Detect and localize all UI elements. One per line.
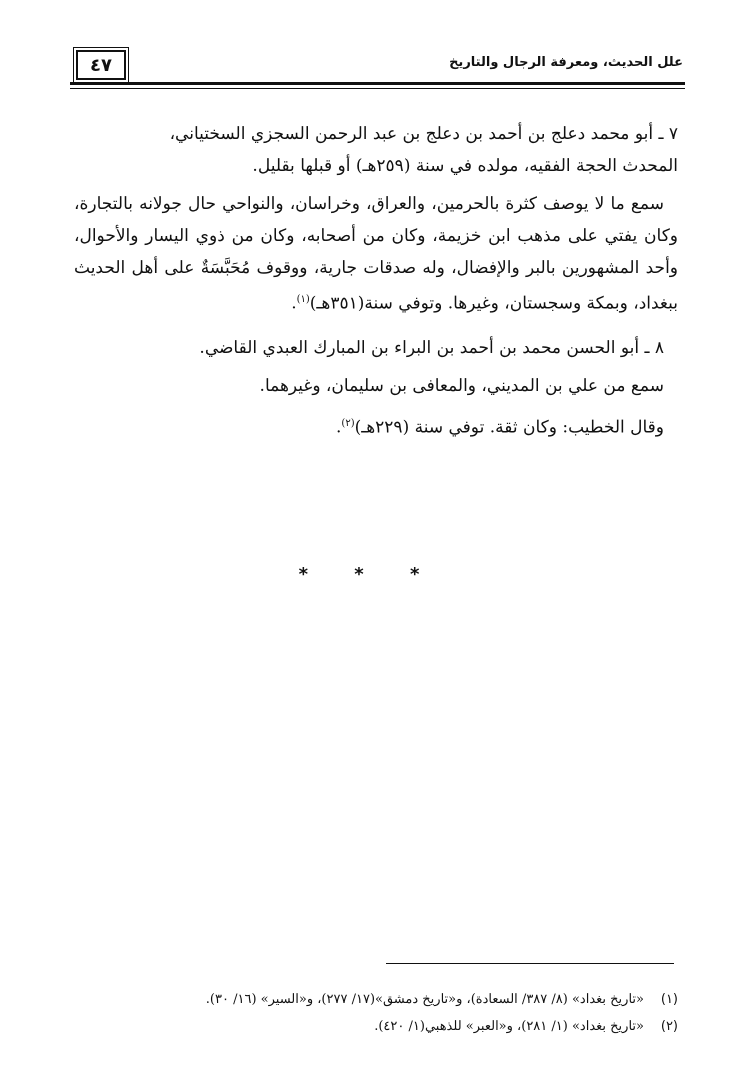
entry-7: [74, 118, 678, 182]
entry-8: [74, 332, 678, 364]
footnote-ref-1[interactable]: (١): [296, 294, 310, 305]
entry-8-khatib-end: .: [336, 417, 342, 438]
page-header: [70, 50, 685, 82]
footnote-2-text: «تاريخ بغداد» (١/ ٢٨١)، و«العبر» للذهبي(١/ ٤٢٠).: [374, 1019, 644, 1034]
header-rule-thin: [70, 88, 685, 89]
entry-7-details-end: .: [291, 293, 297, 314]
body-text: [74, 118, 678, 455]
footnote-1-number: (١): [660, 992, 678, 1007]
section-separator: * * *: [298, 564, 440, 585]
footnote-2-number: (٢): [660, 1019, 678, 1034]
footnote-ref-2[interactable]: (٢): [341, 417, 355, 429]
footnote-rule: [386, 963, 674, 964]
footnote-1: [150, 986, 678, 1013]
header-rule-thick: [70, 82, 685, 85]
entry-7-line-2: المحدث الحجة الفقيه، مولده في سنة (٢٥٩هـ) أو قبلها بقليل.: [252, 156, 678, 176]
entry-8-khatib: [74, 408, 678, 444]
entry-8-khatib-text: وقال الخطيب: وكان ثقة. توفي سنة (٢٢٩هـ): [354, 417, 664, 438]
entry-7-details: [74, 188, 678, 320]
footnote-2: [150, 1013, 678, 1040]
entry-7-line-1: ٧ ـ أبو محمد دعلج بن أحمد بن دعلج بن عبد الرحمن السجزي السختياني،: [169, 124, 678, 144]
entry-7-details-text: سمع ما لا يوصف كثرة بالحرمين، والعراق، وخراسان، والنواحي حال جولانه بالتجارة، وكان يفتي على مذهب ابن خزيمة، وكان من أصحابه، وكان من ذوي اليسار والأحوال، وأحد المشهورين بالبر والإفضال، وله صدقات جارية، ووقوف مُحَبَّسَةٌ على أهل الحديث ببغداد، وبمكة وسجستان، وغيرها. وتوفي سنة(٣٥١هـ): [74, 194, 678, 314]
entry-8-teachers: [74, 370, 678, 402]
entry-8-title: ٨ ـ أبو الحسن محمد بن أحمد بن البراء بن المبارك العبدي القاضي.: [199, 337, 664, 358]
running-title: علل الحديث، ومعرفة الرجال والتاريخ: [449, 55, 683, 70]
footnote-1-text: «تاريخ بغداد» (٨/ ٣٨٧/ السعادة)، و«تاريخ دمشق»(١٧/ ٢٧٧)، و«السير» (١٦/ ٣٠).: [205, 992, 644, 1007]
page-number: ٤٧: [76, 50, 126, 80]
entry-8-teachers-text: سمع من علي بن المديني، والمعافى بن سليمان، وغيرهما.: [259, 375, 664, 396]
footnotes: [150, 986, 678, 1040]
